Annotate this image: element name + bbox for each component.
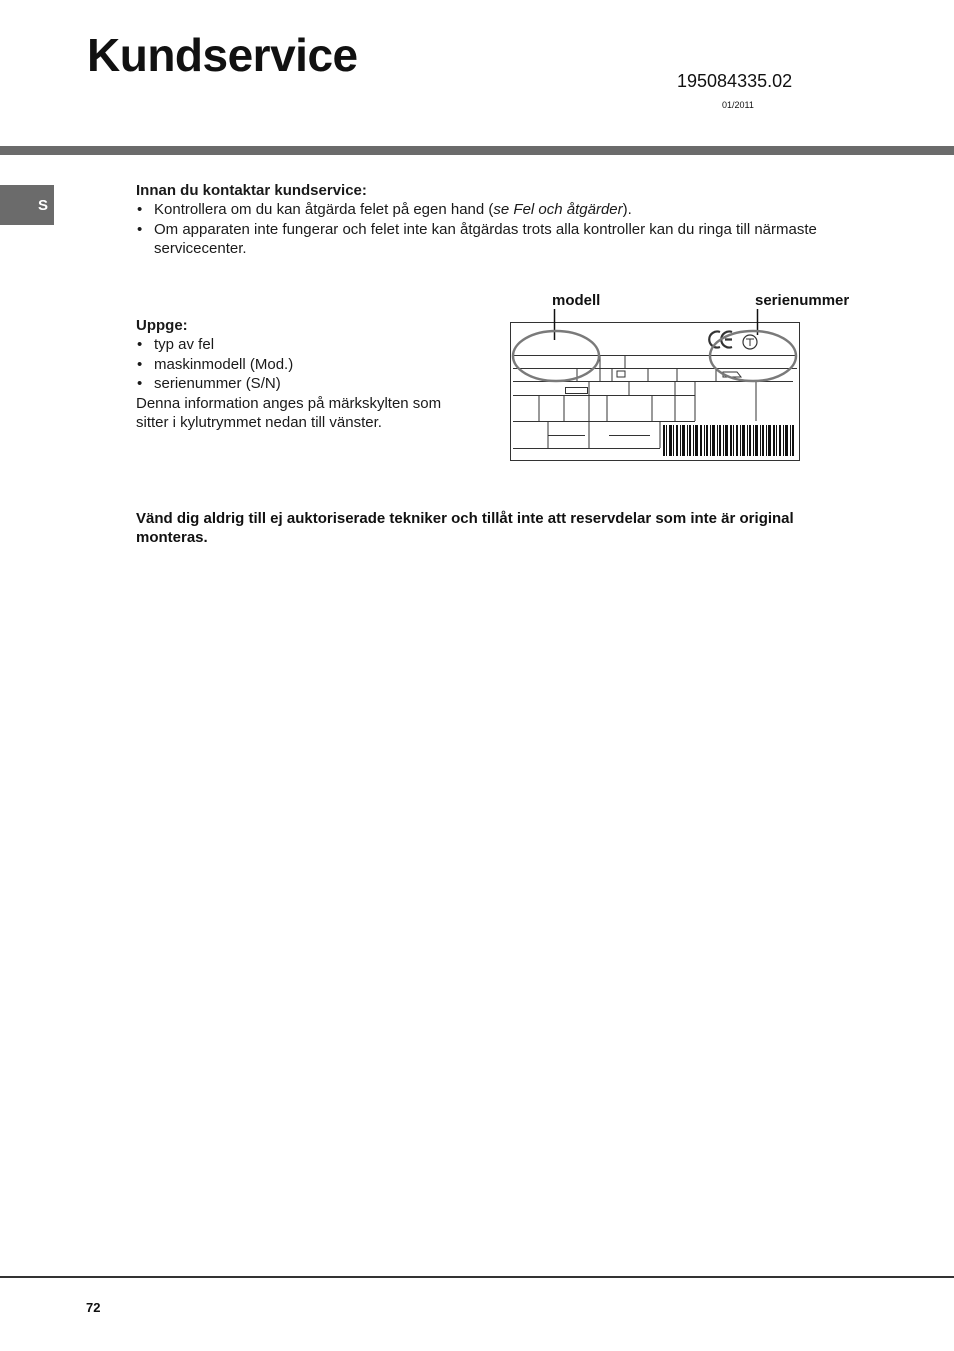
provide-heading: Uppge:: [136, 317, 188, 334]
model-label: modell: [552, 292, 601, 309]
before-contact-heading: Innan du kontaktar kundservice:: [136, 182, 367, 199]
list-item: • typ av fel: [136, 335, 456, 354]
document-date: 01/2011: [722, 100, 754, 110]
rating-plate-figure: [505, 288, 861, 468]
rating-plate-illustration: [505, 288, 861, 468]
barcode: [663, 425, 794, 456]
footer-divider: [0, 1276, 954, 1278]
list-item-text: ).: [622, 201, 632, 219]
list-item: • Om apparaten inte fungerar och felet inte kan åtgärdas trots alla kontroller kan du ringa till närmaste servicecenter.: [136, 220, 856, 259]
language-tab: S: [0, 185, 54, 225]
serial-number-label: serienummer: [755, 292, 850, 309]
header-divider: [0, 146, 954, 155]
list-item: • maskinmodell (Mod.): [136, 355, 456, 374]
provide-info-section: [136, 316, 456, 432]
before-contact-section: [136, 181, 856, 259]
warning-text: Vänd dig aldrig till ej auktoriserade tekniker och tillåt inte att reservdelar som inte är original monteras.: [136, 510, 794, 547]
provide-list: [136, 335, 456, 393]
document-number: 195084335.02: [677, 71, 793, 91]
page-title: Kundservice: [87, 29, 358, 81]
cross-reference: se Fel och åtgärder: [493, 201, 623, 219]
rating-plate-note: Denna information anges på märkskylten som sitter i kylutrymmet nedan till vänster.: [136, 394, 442, 432]
list-item: [136, 200, 856, 219]
list-item: • serienummer (S/N): [136, 374, 456, 393]
before-contact-list: [136, 200, 856, 258]
list-item-text: Kontrollera om du kan åtgärda felet på egen hand (: [154, 201, 494, 219]
page-number: 72: [86, 1300, 101, 1315]
